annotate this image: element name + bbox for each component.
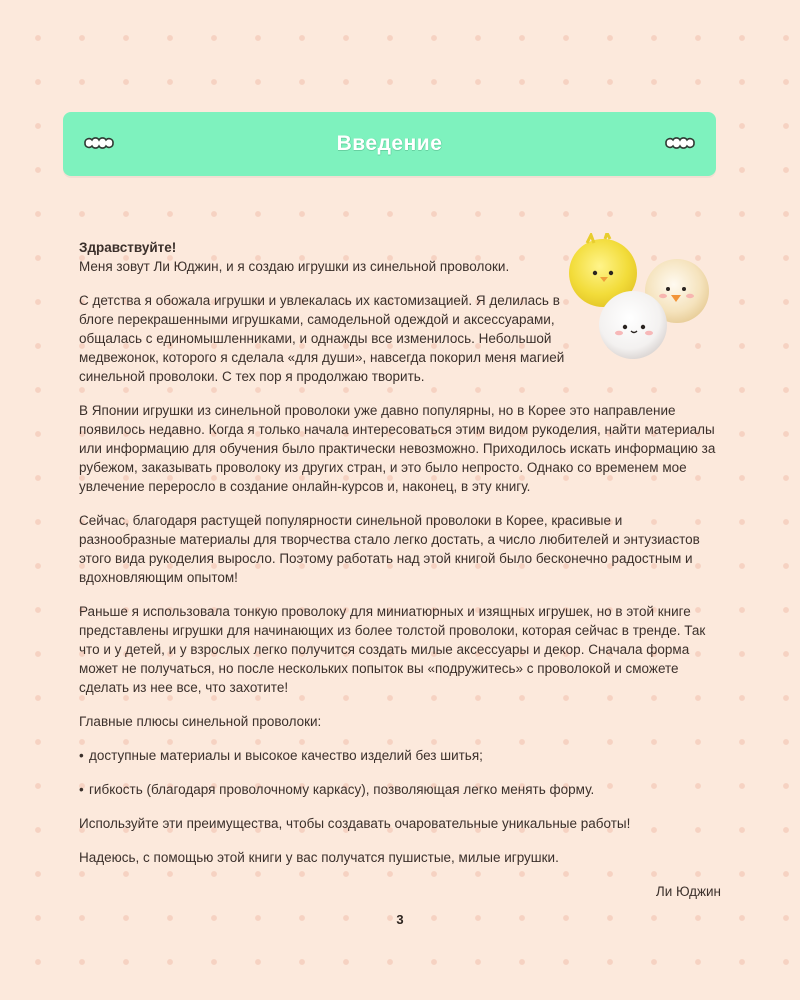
list-heading: Главные плюсы синельной проволоки: [79, 714, 322, 729]
cloud-ornament-icon [662, 134, 698, 152]
chapter-header-banner [63, 112, 716, 176]
chapter-title: Введение [336, 132, 443, 155]
bullet-icon: • [79, 748, 84, 763]
list-item [79, 746, 721, 765]
paragraph: В Японии игрушки из синельной проволоки уже давно популярны, но в Корее это направление появилось недавно. Когда я только начала интересоваться этим видом рукоделия, найти материалы или информацию для обучения было практически невозможно. Приходилось искать информацию за рубежом, заказывать проволоку из других стран, и это было непросто. Однако со временем мое увлечение переросло в создание онлайн-курсов и, наконец, в эту книгу. [79, 403, 716, 494]
intro-line: Меня зовут Ли Юджин, и я создаю игрушки из синельной проволоки. [79, 259, 510, 274]
closing-paragraph: Надеюсь, с помощью этой книги у вас получатся пушистые, милые игрушки. [79, 850, 559, 865]
list-item-text: доступные материалы и высокое качество изделий без шитья; [89, 748, 483, 763]
paragraph: Раньше я использовала тонкую проволоку для миниатюрных и изящных игрушек, но в этой книге представлены игрушки для начинающих из более толстой проволоки, которая сейчас в тренде. Так что и у детей, и у взрослых легко получится создать милые аксессуары и декор. Сначала форма может не получаться, но после нескольких попыток вы «подружитесь» с проволокой и сможете сделать из нее все, что захотите! [79, 604, 706, 695]
bullet-icon: • [79, 782, 84, 797]
greeting: Здравствуйте! [79, 240, 177, 255]
paragraph: Сейчас, благодаря растущей популярности синельной проволоки в Корее, красивые и разнообразные материалы для творчества стало легко достать, а число любителей и энтузиастов этого вида рукоделия выросло. Поэтому работать над этой книгой было бесконечно радостным и вдохновляющим опытом! [79, 513, 700, 585]
list-item [79, 780, 721, 799]
paragraph: С детства я обожала игрушки и увлекалась их кастомизацией. Я делилась в блоге перекрашенными игрушками, самодельной одеждой и аксессуарами, общалась с единомышленниками, и однажды все изменилось. Небольшой медвежонок, которого я сделала «для души», навсегда покорил меня магией синельной проволоки. С тех пор я продолжаю творить. [79, 293, 565, 384]
page-number: 3 [396, 912, 404, 927]
intro-block [79, 238, 721, 276]
closing-paragraph: Используйте эти преимущества, чтобы создавать очаровательные уникальные работы! [79, 816, 631, 831]
page-body [79, 238, 721, 916]
author-signature: Ли Юджин [655, 884, 721, 899]
list-item-text: гибкость (благодаря проволочному каркасу), позволяющая легко менять форму. [89, 782, 595, 797]
